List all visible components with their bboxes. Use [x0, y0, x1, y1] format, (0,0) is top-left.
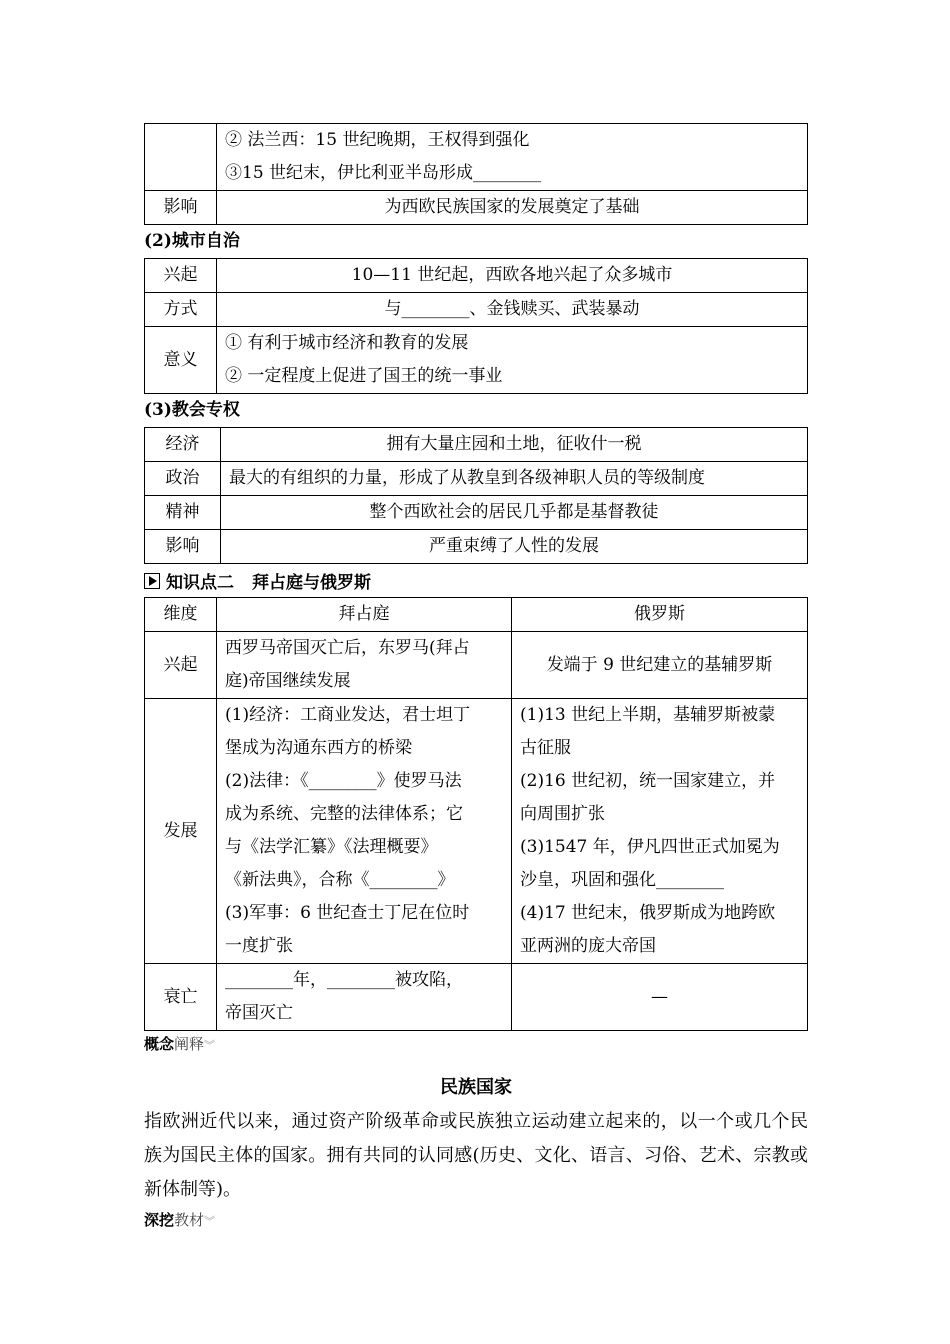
text-line: (3)1547 年，伊凡四世正式加冕为	[520, 837, 780, 857]
concept-label	[144, 1031, 808, 1057]
knowledge-point-label: 知识点二	[166, 573, 234, 593]
table-byzantium-russia	[144, 597, 808, 1031]
text-line: 帝国灭亡	[225, 1003, 293, 1023]
row-content: 与________、金钱赎买、武装暴动	[217, 293, 808, 327]
row-head: 兴起	[145, 632, 217, 699]
text-line: 《新法典》，合称《________》	[225, 870, 455, 890]
byzantium-cell	[217, 964, 512, 1031]
page-content	[144, 123, 808, 1233]
byzantium-cell	[217, 632, 512, 699]
table-row	[145, 964, 808, 1031]
table-row	[145, 124, 808, 191]
knowledge-point-heading	[144, 564, 808, 597]
text-line: (1)13 世纪上半期，基辅罗斯被蒙	[520, 705, 776, 725]
text-line: 向周围扩张	[520, 804, 605, 824]
text-line: (2)16 世纪初，统一国家建立，并	[520, 771, 776, 791]
row-content	[217, 327, 808, 394]
row-head: 精神	[145, 496, 221, 530]
concept-text: 指欧洲近代以来，通过资产阶级革命或民族独立运动建立起来的，以一个或几个民族为国民主体的国家。拥有共同的认同感(历史、文化、语言、习俗、艺术、宗教或新体制等)。	[144, 1111, 808, 1200]
text-line: 古征服	[520, 738, 571, 758]
text-line: 亚两洲的庞大帝国	[520, 936, 656, 956]
row-content: 拥有大量庄园和土地，征收什一税	[221, 428, 808, 462]
table-row	[145, 259, 808, 293]
row-head: 经济	[145, 428, 221, 462]
text-line: (3)军事：6 世纪查士丁尼在位时	[225, 903, 470, 923]
row-head: 兴起	[145, 259, 217, 293]
row-content: 为西欧民族国家的发展奠定了基础	[217, 191, 808, 225]
row-content: 最大的有组织的力量，形成了从教皇到各级神职人员的等级制度	[221, 462, 808, 496]
column-header: 维度	[145, 598, 217, 632]
row-head: 政治	[145, 462, 221, 496]
chevron-down-icon: ︾	[204, 1215, 216, 1228]
text-line: 沙皇，巩固和强化________	[520, 870, 724, 890]
russia-cell: —	[512, 964, 808, 1031]
table-city-autonomy	[144, 258, 808, 394]
text-line: 与《法学汇纂》《法理概要》	[225, 837, 438, 857]
row-content: 整个西欧社会的居民几乎都是基督教徒	[221, 496, 808, 530]
row-head: 发展	[145, 699, 217, 964]
row-head	[145, 124, 217, 191]
table-church-power	[144, 427, 808, 564]
concept-title: 民族国家	[440, 1077, 512, 1098]
row-head: 意义	[145, 327, 217, 394]
row-head: 衰亡	[145, 964, 217, 1031]
russia-cell	[512, 699, 808, 964]
table-row	[145, 293, 808, 327]
row-head: 影响	[145, 530, 221, 564]
row-content	[217, 124, 808, 191]
text-line: ② 法兰西：15 世纪晚期，王权得到强化	[225, 130, 530, 150]
table-header-row	[145, 598, 808, 632]
text-line: ② 一定程度上促进了国王的统一事业	[225, 366, 503, 386]
column-header: 拜占庭	[217, 598, 512, 632]
table-row	[145, 327, 808, 394]
text-line: ③15 世纪末，伊比利亚半岛形成________	[225, 163, 542, 183]
textbook-label-bold: 深挖	[144, 1211, 175, 1229]
text-line: 庭)帝国继续发展	[225, 671, 351, 691]
row-head: 影响	[145, 191, 217, 225]
text-line: (2)法律：《________》使罗马法	[225, 771, 462, 791]
table-row	[145, 632, 808, 699]
table-row	[145, 428, 808, 462]
table-row	[145, 191, 808, 225]
textbook-label	[144, 1207, 808, 1233]
text-line: (1)经济：工商业发达，君士坦丁	[225, 705, 471, 725]
text-line: 西罗马帝国灭亡后，东罗马(拜占	[225, 638, 470, 658]
section-heading: (2)城市自治	[144, 231, 240, 251]
table-row	[145, 462, 808, 496]
chevron-down-icon: ︾	[204, 1039, 216, 1052]
russia-cell: 发端于 9 世纪建立的基辅罗斯	[512, 632, 808, 699]
section-heading: (3)教会专权	[144, 400, 240, 420]
text-line: ________年，________被攻陷，	[225, 970, 463, 990]
table-national-states	[144, 123, 808, 225]
row-head: 方式	[145, 293, 217, 327]
table-row	[145, 699, 808, 964]
text-line: 一度扩张	[225, 936, 293, 956]
text-line: 成为系统、完整的法律体系；它	[225, 804, 463, 824]
row-content: 严重束缚了人性的发展	[221, 530, 808, 564]
table-row	[145, 496, 808, 530]
play-triangle-icon	[144, 573, 160, 589]
text-line: (4)17 世纪末，俄罗斯成为地跨欧	[520, 903, 776, 923]
byzantium-cell	[217, 699, 512, 964]
text-line: 堡成为沟通东西方的桥梁	[225, 738, 412, 758]
table-row	[145, 530, 808, 564]
text-line: ① 有利于城市经济和教育的发展	[225, 333, 469, 353]
concept-label-bold: 概念	[144, 1035, 175, 1053]
knowledge-point-title: 拜占庭与俄罗斯	[252, 573, 371, 593]
row-content: 10—11 世纪起，西欧各地兴起了众多城市	[217, 259, 808, 293]
column-header: 俄罗斯	[512, 598, 808, 632]
textbook-label-light: 教材	[174, 1211, 205, 1229]
concept-label-light: 阐释	[174, 1035, 205, 1053]
